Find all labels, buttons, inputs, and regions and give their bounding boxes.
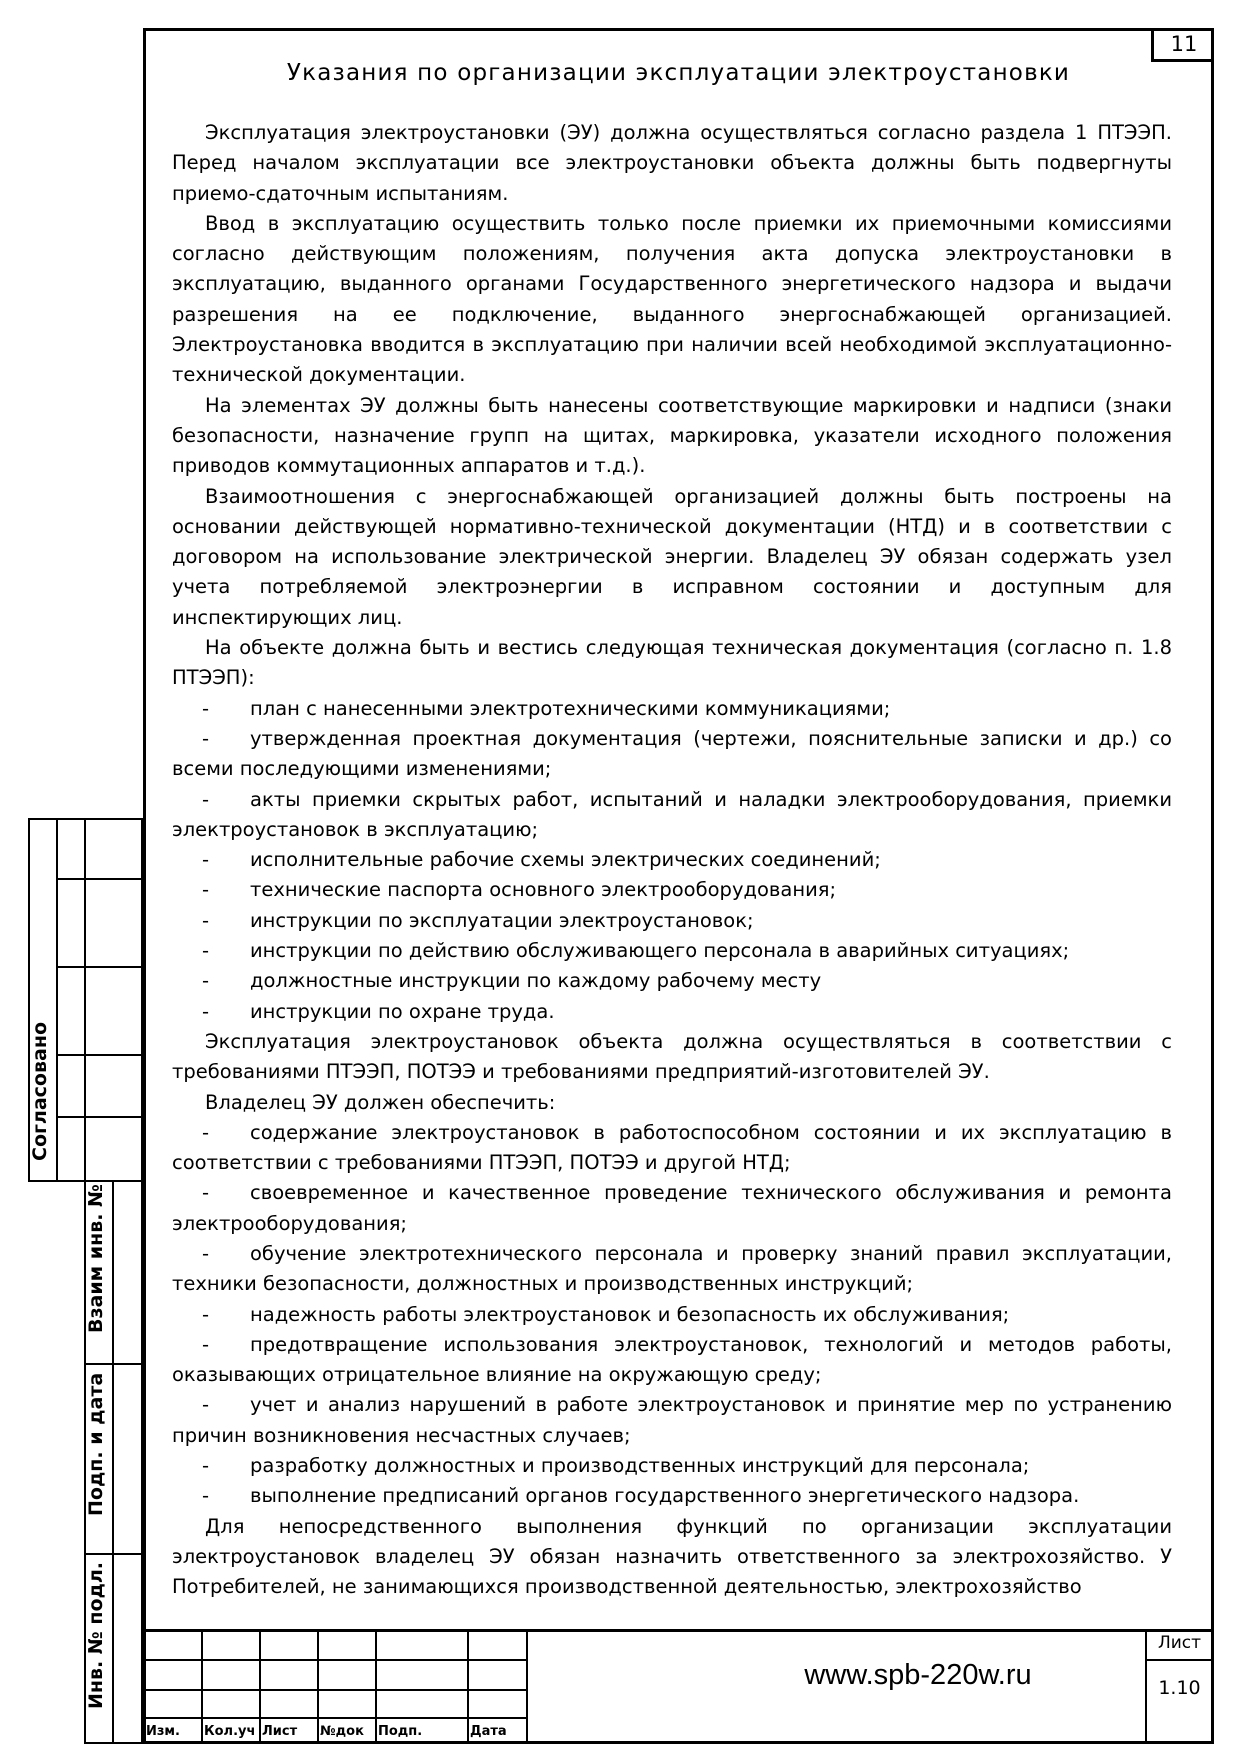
paragraph: На элементах ЭУ должны быть нанесены соответствующие маркировки и надписи (знаки безопасности, назначение групп на щитах, маркировка, указатели исходного положения приводов коммутационных аппаратов и т.д.). <box>172 393 1172 478</box>
title-block <box>143 1629 1214 1744</box>
list-item <box>172 1390 1172 1451</box>
list-item-text: инструкции по действию обслуживающего персонала в аварийных ситуациях; <box>250 939 1070 963</box>
list-bullet: - <box>202 939 210 963</box>
list-item <box>172 906 1172 936</box>
page-number-top: 11 <box>1151 28 1214 62</box>
list-item <box>172 1178 1172 1239</box>
list-item <box>172 966 1172 996</box>
paragraph: Эксплуатация электроустановок объекта должна осуществляться в соответствии с требованиями ПТЭЭП, ПОТЭЭ и требованиями предприятий-изготовителей ЭУ. <box>172 1029 1172 1084</box>
list-item-text: разработку должностных и производственных инструкций для персонала; <box>250 1454 1030 1478</box>
list-item-text: своевременное и качественное проведение технического обслуживания и ремонта электрооборудования; <box>172 1181 1172 1235</box>
sheet-number: 1.10 <box>1158 1677 1201 1699</box>
list-item-text: утвержденная проектная документация (чертежи, пояснительные записки и др.) со всеми последующими изменениями; <box>172 726 1172 781</box>
stamp-column-label: №док <box>320 1724 364 1739</box>
list-bullet: - <box>202 1484 210 1508</box>
agreed-label: Согласовано <box>29 1021 51 1161</box>
list-bullet: - <box>202 848 210 872</box>
stamp-column-label: Лист <box>262 1724 298 1739</box>
list-item-text: инструкции по эксплуатации электроустановок; <box>250 908 754 932</box>
list-item <box>172 724 1172 785</box>
list-bullet: - <box>202 787 210 811</box>
list-item <box>172 845 1172 875</box>
list-item <box>172 1481 1172 1511</box>
list-item <box>172 936 1172 966</box>
list-bullet: - <box>202 969 210 993</box>
document-body <box>172 118 1172 1603</box>
list-bullet: - <box>202 1393 210 1417</box>
stamp-column-label: Изм. <box>146 1724 180 1739</box>
list-item-text: план с нанесенными электротехническими коммуникациями; <box>250 696 891 720</box>
sheet-label: Лист <box>1157 1633 1202 1653</box>
list-item <box>172 1330 1172 1391</box>
list-bullet: - <box>202 878 210 902</box>
list-bullet: - <box>202 1241 210 1265</box>
stamp-column-label: Кол.уч <box>204 1724 256 1739</box>
list-item-text: должностные инструкции по каждому рабочему месту <box>250 969 822 993</box>
paragraph: Ввод в эксплуатацию осуществить только после приемки их приемочными комиссиями согласно действующим положениям, получения акта допуска электроустановки в эксплуатацию, выданного органами Государственного энергетического надзора и выдачи разрешения на ее подключение, выданного энергоснабжающей организацией. Электроустановка вводится в эксплуатацию при наличии всей необходимой эксплуатационно-технической документации. <box>172 211 1172 387</box>
list-item-text: учет и анализ нарушений в работе электроустановок и принятие мер по устранению причин возникновения несчастных случаев; <box>172 1393 1172 1447</box>
list-bullet: - <box>202 1120 210 1144</box>
list-item <box>172 694 1172 724</box>
list-item-text: исполнительные рабочие схемы электрических соединений; <box>250 848 881 872</box>
side-stamp <box>28 818 143 1744</box>
list-bullet: - <box>202 999 210 1023</box>
paragraph: Владелец ЭУ должен обеспечить: <box>205 1090 556 1114</box>
list-item-text: инструкции по охране труда. <box>250 999 555 1023</box>
paragraph: Эксплуатация электроустановки (ЭУ) должна осуществляться согласно раздела 1 ПТЭЭП. Перед началом эксплуатации все электроустановки объекта должны быть подвергнуты приемо-сдаточным испытаниям. <box>172 121 1172 205</box>
list-bullet: - <box>202 1302 210 1326</box>
list-item-text: акты приемки скрытых работ, испытаний и наладки электрооборудования, приемки электроустановок в эксплуатацию; <box>172 787 1172 841</box>
list-item <box>172 1239 1172 1300</box>
list-bullet: - <box>202 1181 210 1205</box>
original-inventory-label: Инв. № подл. <box>85 1561 107 1709</box>
list-item <box>172 1300 1172 1330</box>
paragraph: На объекте должна быть и вестись следующая техническая документация (согласно п. 1.8 ПТЭЭП): <box>172 636 1172 690</box>
stamp-column-label: Дата <box>470 1724 507 1739</box>
paragraph: Для непосредственного выполнения функций по организации эксплуатации электроустановок владелец ЭУ обязан назначить ответственного за электрохозяйство. У Потребителей, не занимающихся производственной деятельностью, электрохозяйство <box>172 1514 1172 1599</box>
list-bullet: - <box>202 1454 210 1478</box>
list-item-text: содержание электроустановок в работоспособном состоянии и их эксплуатацию в соответствии с требованиями ПТЭЭП, ПОТЭЭ и другой НТД; <box>172 1120 1172 1175</box>
list-item-text: надежность работы электроустановок и безопасность их обслуживания; <box>250 1302 1010 1326</box>
list-bullet: - <box>202 696 210 720</box>
list-item-text: выполнение предписаний органов государственного энергетического надзора. <box>250 1484 1080 1508</box>
list-item <box>172 1451 1172 1481</box>
list-bullet: - <box>202 726 210 750</box>
list-item <box>172 785 1172 846</box>
paragraph: Взаимоотношения с энергоснабжающей организацией должны быть построены на основании действующей нормативно-технической документации (НТД) и в соответствии с договором на использование электрической энергии. Владелец ЭУ обязан содержать узел учета потребляемой электроэнергии в исправном состоянии и доступным для инспектирующих лиц. <box>172 484 1172 629</box>
website-link[interactable]: www.spb-220w.ru <box>804 1659 1032 1691</box>
list-bullet: - <box>202 908 210 932</box>
list-item-text: предотвращение использования электроустановок, технологий и методов работы, оказывающих отрицательное влияние на окружающую среду; <box>172 1332 1172 1387</box>
list-item <box>172 997 1172 1027</box>
list-bullet: - <box>202 1332 210 1356</box>
list-item-text: технические паспорта основного электрооборудования; <box>250 878 837 902</box>
stamp-column-label: Подп. <box>378 1724 423 1739</box>
list-item <box>172 1118 1172 1179</box>
list-item <box>172 875 1172 905</box>
signature-date-label: Подп. и дата <box>85 1372 107 1516</box>
interchange-inventory-label: Взаим инв. № <box>85 1184 107 1333</box>
document-title: Указания по организации эксплуатации электроустановки <box>286 60 1071 86</box>
list-item-text: обучение электротехнического персонала и проверку знаний правил эксплуатации, техники безопасности, должностных и производственных инструкций; <box>172 1241 1172 1296</box>
